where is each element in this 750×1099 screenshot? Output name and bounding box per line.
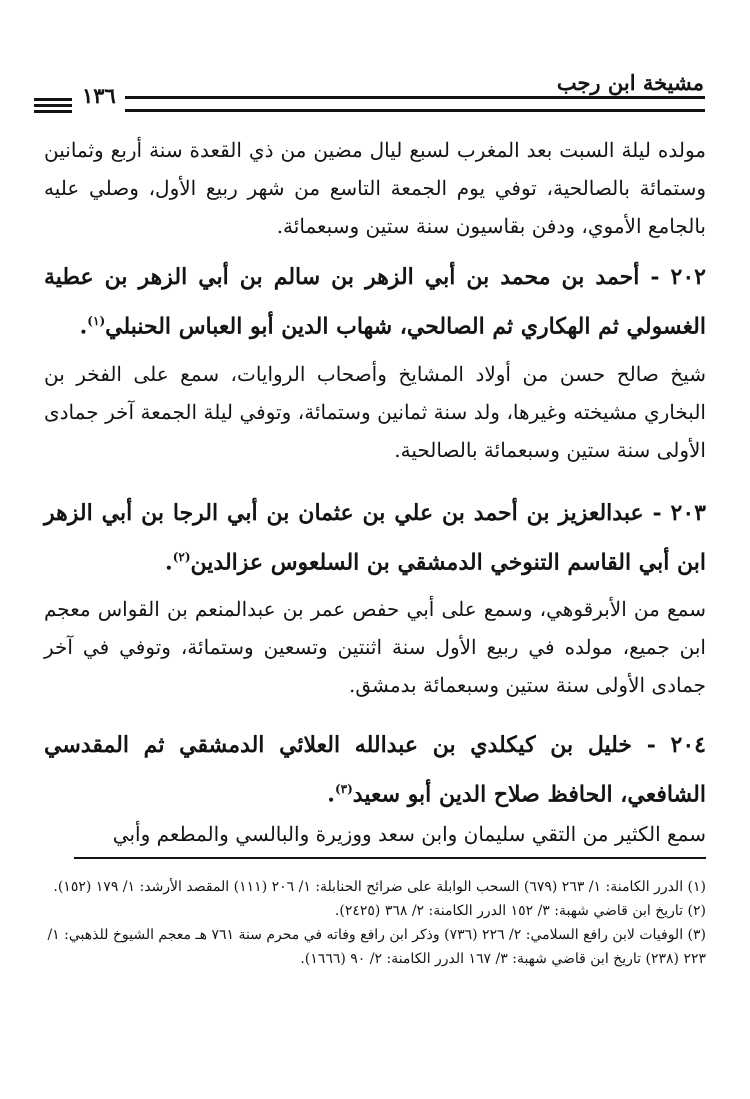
footnote-3: (٣) الوفيات لابن رافع السلامي: ٢/ ٢٢٦ (٧٣٦) وذكر ابن رافع وفاته في محرم سنة ٧٦١ هـ معجم الشيوخ للذهبي: ١/ ٢٢٣ (٢٣٨) تاريخ ابن قاضي شهبة: ٣/ ١٦٧ الدرر الكامنة: ٢/ ٩٠ (١٦٦٦). xyxy=(47,927,706,967)
running-header-title: مشيخة ابن رجب xyxy=(556,70,704,95)
entry-heading-text: ٢٠٣ - عبدالعزيز بن أحمد بن علي بن عثمان بن أبي الرجا بن أبي الزهر ابن أبي القاسم التنوخي الدمشقي بن السلعوس عزالدين xyxy=(44,500,706,576)
paragraph-birth-death xyxy=(44,131,706,245)
footnote-separator xyxy=(74,857,706,859)
entry-heading: ٢٠٢ - أحمد بن محمد بن أبي الزهر بن سالم بن أبي الزهر بن عطية الغسولي ثم الهكاري ثم الصالحي، شهاب الدين أبو العباس الحنبلي$^{(١)}$. xyxy=(44,264,706,340)
paragraph-203-bio xyxy=(44,590,706,704)
entry-heading: ٢٠٣ - عبدالعزيز بن أحمد بن علي بن عثمان بن أبي الرجا بن أبي الزهر ابن أبي القاسم التنوخي الدمشقي بن السلعوس عزالدين$^{(٢)}$. xyxy=(44,500,706,576)
entry-202 xyxy=(44,255,706,348)
entry-203 xyxy=(44,491,706,584)
page-number-ornament xyxy=(34,98,72,116)
footnotes xyxy=(44,875,706,971)
body-paragraph: مولده ليلة السبت بعد المغرب لسبع ليال مضين من ذي القعدة سنة أربع وثمانين وستمائة بالصالحية، توفي يوم الجمعة التاسع من شهر ربيع الأول، وصلي عليه بالجامع الأموي، ودفن بقاسيون سنة ستين وسبعمائة. xyxy=(44,138,706,238)
body-paragraph: شيخ صالح حسن من أولاد المشايخ وأصحاب الروايات، سمع على الفخر بن البخاري مشيخته وغيرها، ولد سنة ثمانين وستمائة، وتوفي ليلة الجمعة آخر جمادى الأولى سنة ستين وسبعمائة بالصالحية. xyxy=(44,362,706,462)
page-number: ١٣٦ xyxy=(82,83,116,108)
entry-heading: ٢٠٤ - خليل بن كيكلدي بن عبدالله العلائي الدمشقي ثم المقدسي الشافعي، الحافظ صلاح الدين أبو سعيد$^{(٣)}$. xyxy=(44,732,706,808)
footnote-2: (٢) تاريخ ابن قاضي شهبة: ٣/ ١٥٢ الدرر الكامنة: ٢/ ٣٦٨ (٢٤٢٥). xyxy=(334,903,706,919)
body-paragraph: سمع من الأبرقوهي، وسمع على أبي حفص عمر بن عبدالمنعم بن القواس معجم ابن جميع، مولده في ربيع الأول سنة اثنتين وتسعين وستمائة، وتوفي في آخر جمادى الأولى سنة ستين وسبعمائة بدمشق. xyxy=(44,597,706,697)
footnote-marker: (٣) xyxy=(334,782,353,796)
footnote-marker: (١) xyxy=(87,314,106,328)
entry-204 xyxy=(44,723,706,816)
body-paragraph: سمع الكثير من التقي سليمان وابن سعد ووزيرة والبالسي والمطعم وأبي xyxy=(112,822,706,846)
footnote-marker: (٢) xyxy=(172,550,191,564)
header-double-rule xyxy=(125,96,705,112)
entry-heading-text: ٢٠٤ - خليل بن كيكلدي بن عبدالله العلائي الدمشقي ثم المقدسي الشافعي، الحافظ صلاح الدين أبو سعيد xyxy=(44,732,706,808)
paragraph-202-bio xyxy=(44,355,706,469)
paragraph-204-bio xyxy=(44,815,706,853)
footnote-1: (١) الدرر الكامنة: ١/ ٢٦٣ (٦٧٩) السحب الوابلة على ضرائح الحنابلة: ١/ ٢٠٦ (١١١) المقصد الأرشد: ١/ ١٧٩ (١٥٢). xyxy=(53,879,706,895)
entry-heading-text: ٢٠٢ - أحمد بن محمد بن أبي الزهر بن سالم بن أبي الزهر بن عطية الغسولي ثم الهكاري ثم الصالحي، شهاب الدين أبو العباس الحنبلي xyxy=(44,264,706,340)
